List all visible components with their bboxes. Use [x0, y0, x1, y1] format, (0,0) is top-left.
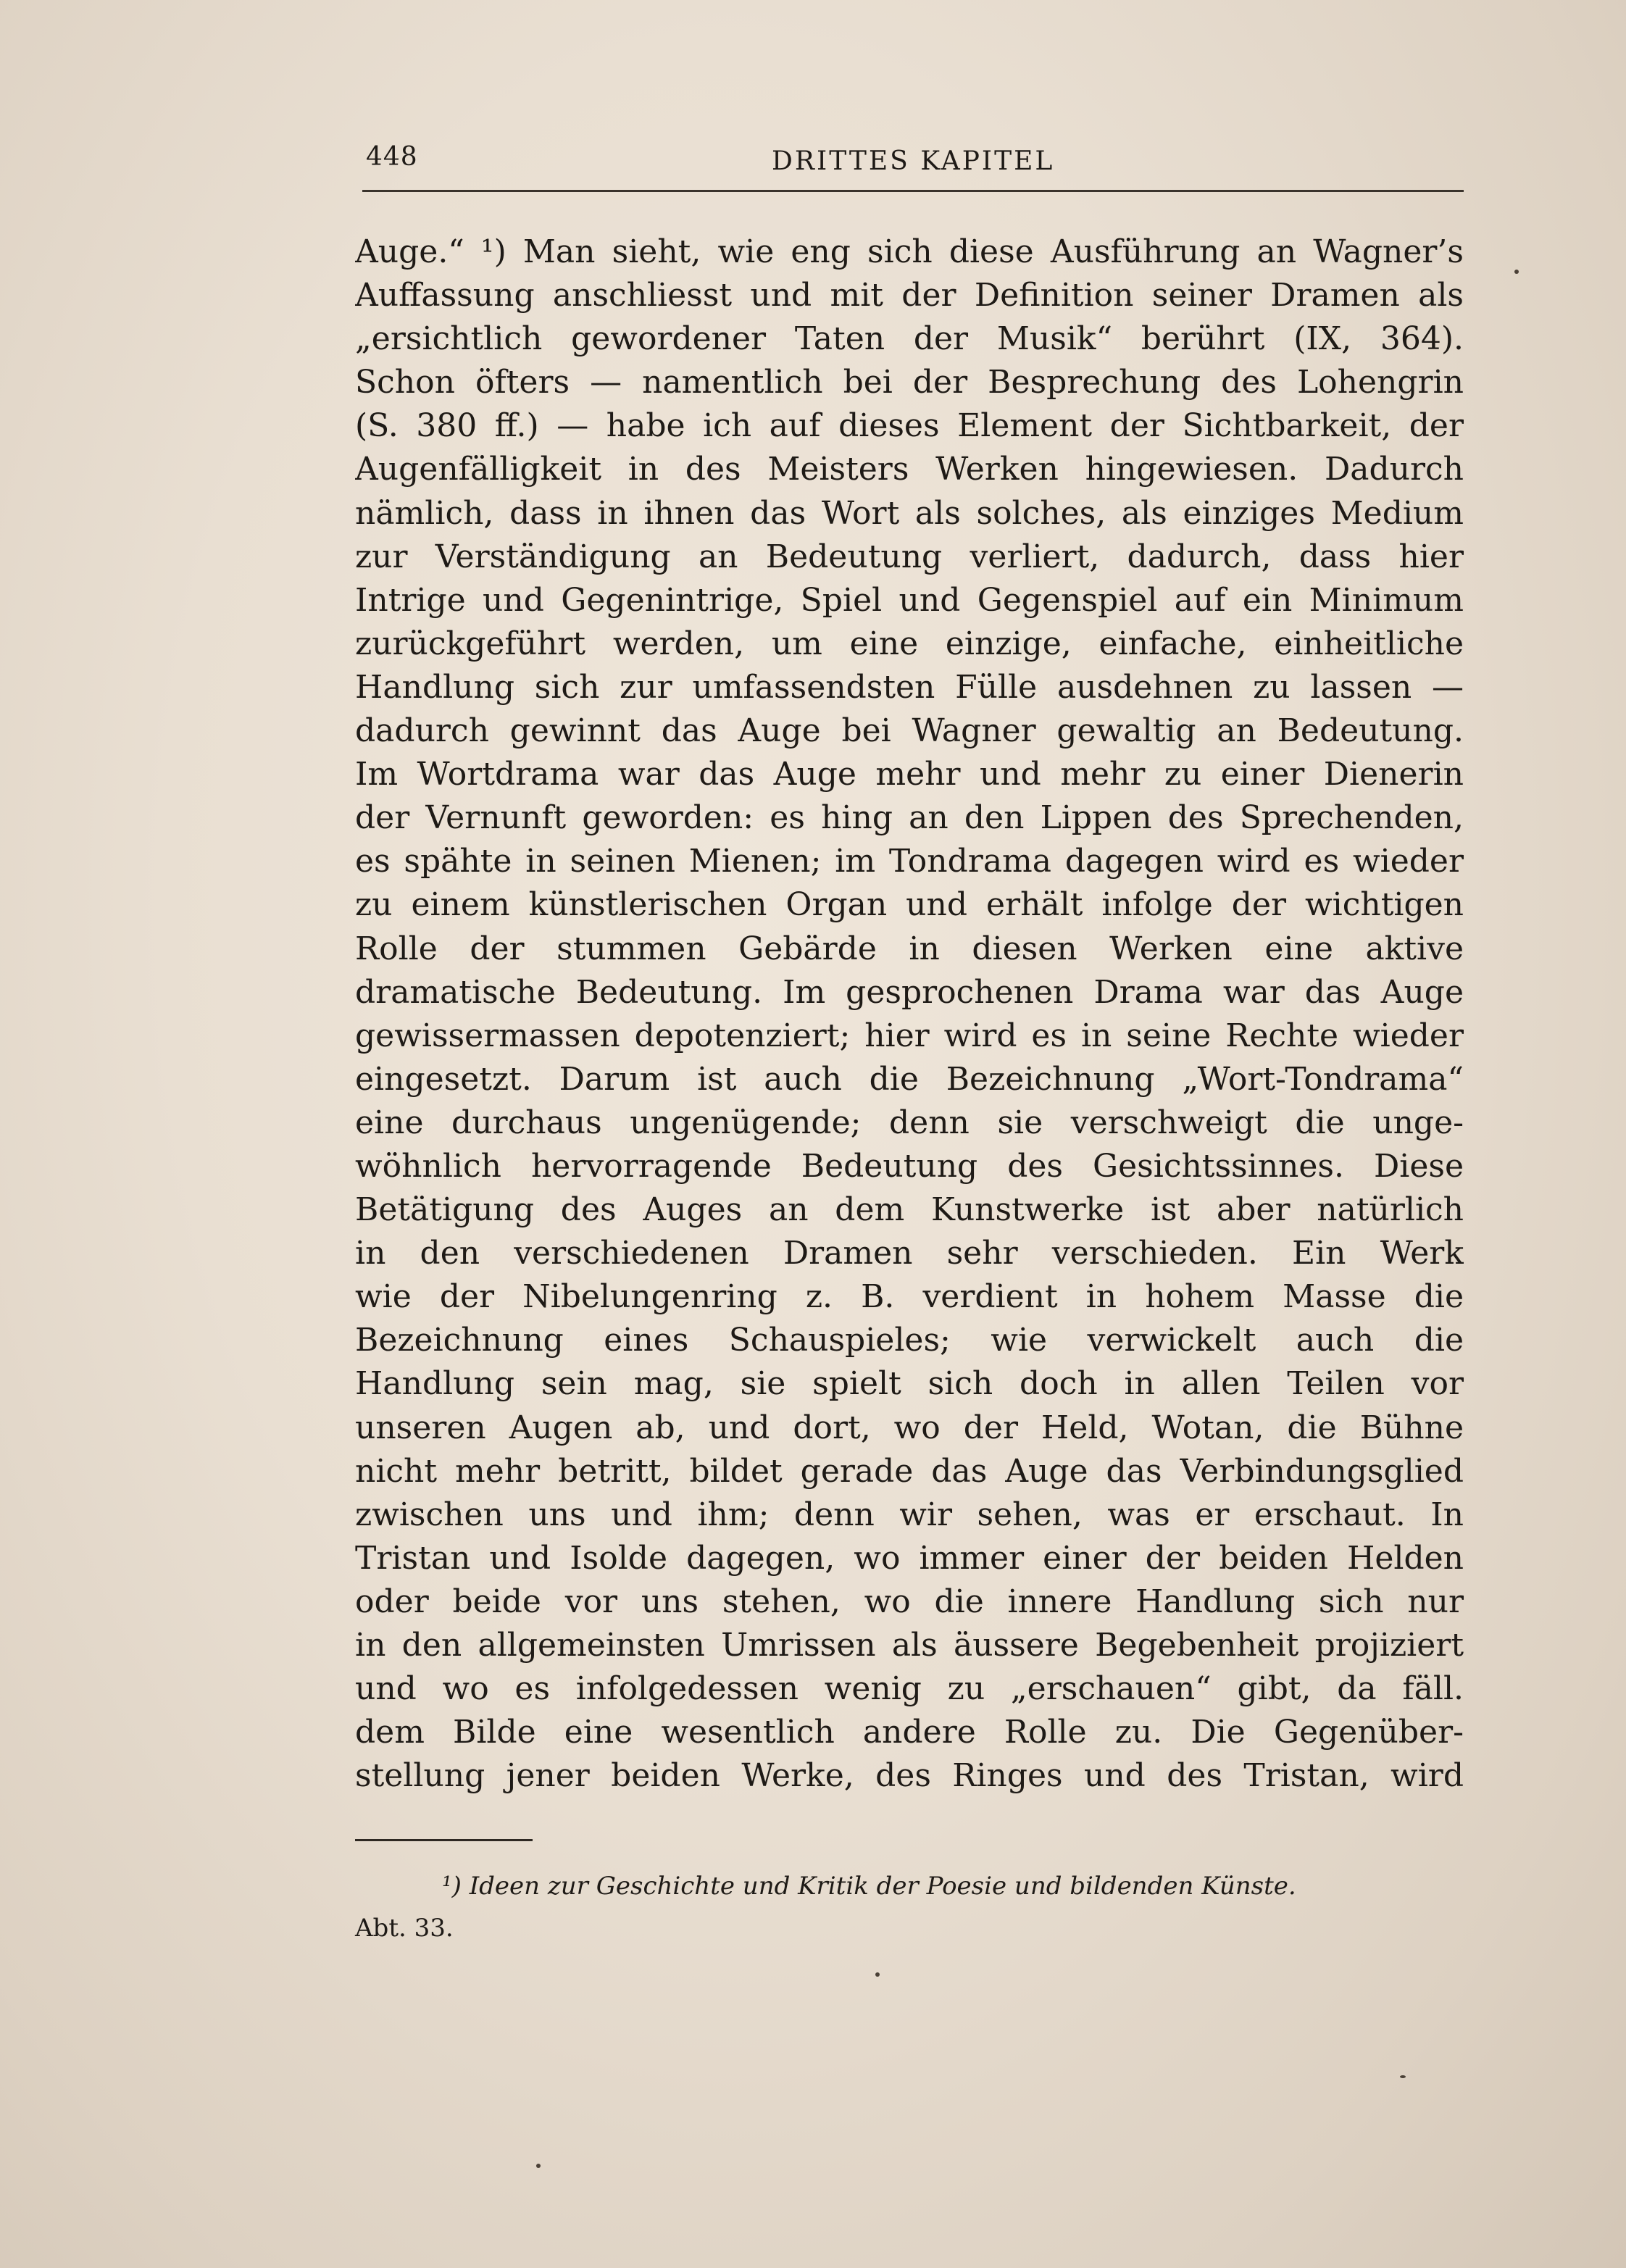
footnote-line: ¹) Ideen zur Geschichte und Kritik der Poesie und bildenden Künste.: [442, 1872, 1296, 1901]
paper-speck: [1514, 270, 1519, 274]
footnote-rule: [355, 1839, 533, 1841]
text-line: Handlung sein mag, sie spielt sich doch in allen Teilen vor: [355, 1365, 1464, 1403]
text-line: Rolle der stummen Gebärde in diesen Werken eine aktive: [355, 930, 1464, 967]
text-line: dadurch gewinnt das Auge bei Wagner gewaltig an Bedeutung.: [355, 712, 1464, 750]
text-line: Im Wortdrama war das Auge mehr und mehr zu einer Dienerin: [355, 756, 1464, 793]
text-line: Handlung sich zur umfassendsten Fülle ausdehnen zu lassen —: [355, 668, 1464, 706]
text-line: zur Verständigung an Bedeutung verliert, dadurch, dass hier: [355, 538, 1464, 575]
footnote-line: Abt. 33.: [355, 1914, 454, 1943]
text-line: Tristan und Isolde dagegen, wo immer einer der beiden Helden: [355, 1539, 1464, 1577]
text-line: zu einem künstlerischen Organ und erhält infolge der wichtigen: [355, 886, 1464, 924]
text-line: wöhnlich hervorragende Bedeutung des Gesichtssinnes. Diese: [355, 1147, 1464, 1185]
chapter-title: DRITTES KAPITEL: [772, 146, 1055, 176]
text-line: stellung jener beiden Werke, des Ringes und des Tristan, wird: [355, 1757, 1464, 1795]
text-line: zwischen uns und ihm; denn wir sehen, was er erschaut. In: [355, 1496, 1464, 1533]
text-line: Auge.“ ¹) Man sieht, wie eng sich diese Ausführung an Wagner’s: [355, 233, 1464, 270]
text-line: und wo es infolgedessen wenig zu „erschauen“ gibt, da fäll.: [355, 1670, 1464, 1708]
paper-speck: [1400, 2075, 1406, 2078]
text-line: in den verschiedenen Dramen sehr verschieden. Ein Werk: [355, 1235, 1464, 1272]
text-line: nämlich, dass in ihnen das Wort als solches, als einziges Medium: [355, 494, 1464, 532]
text-line: Intrige und Gegenintrige, Spiel und Gegenspiel auf ein Minimum: [355, 581, 1464, 619]
text-line: eingesetzt. Darum ist auch die Bezeichnung „Wort-Tondrama“: [355, 1060, 1464, 1098]
text-line: Auffassung anschliesst und mit der Definition seiner Dramen als: [355, 277, 1464, 314]
text-line: oder beide vor uns stehen, wo die innere Handlung sich nur: [355, 1583, 1464, 1620]
footnote: [355, 1865, 1456, 1949]
body-text: [355, 230, 1464, 1798]
text-line: dramatische Bedeutung. Im gesprochenen Drama war das Auge: [355, 973, 1464, 1011]
text-line: Bezeichnung eines Schauspieles; wie verwickelt auch die: [355, 1322, 1464, 1359]
text-line: Augenfälligkeit in des Meisters Werken hingewiesen. Dadurch: [355, 451, 1464, 488]
text-line: (S. 380 ff.) — habe ich auf dieses Element der Sichtbarkeit, der: [355, 407, 1464, 445]
text-line: dem Bilde eine wesentlich andere Rolle zu. Die Gegenüber-: [355, 1714, 1464, 1751]
paper-speck: [536, 2164, 541, 2168]
text-line: in den allgemeinsten Umrissen als äussere Begebenheit projiziert: [355, 1627, 1464, 1664]
text-line: „ersichtlich gewordener Taten der Musik“ berührt (IX, 364).: [355, 320, 1464, 358]
text-line: wie der Nibelungenring z. B. verdient in hohem Masse die: [355, 1278, 1464, 1316]
running-head: [366, 142, 1464, 183]
text-line: gewissermassen depotenziert; hier wird es in seine Rechte wieder: [355, 1017, 1464, 1054]
page-number: 448: [366, 142, 418, 172]
text-line: der Vernunft geworden: es hing an den Lippen des Sprechenden,: [355, 799, 1464, 837]
text-line: zurückgeführt werden, um eine einzige, einfache, einheitliche: [355, 625, 1464, 662]
text-line: Schon öfters — namentlich bei der Besprechung des Lohengrin: [355, 364, 1464, 401]
text-line: eine durchaus ungenügende; denn sie verschweigt die unge-: [355, 1104, 1464, 1141]
text-line: unseren Augen ab, und dort, wo der Held, Wotan, die Bühne: [355, 1409, 1464, 1446]
text-line: nicht mehr betritt, bildet gerade das Auge das Verbindungsglied: [355, 1452, 1464, 1490]
paper-speck: [875, 1972, 880, 1977]
text-line: es spähte in seinen Mienen; im Tondrama dagegen wird es wieder: [355, 843, 1464, 880]
header-rule: [362, 190, 1464, 192]
text-line: Betätigung des Auges an dem Kunstwerke ist aber natürlich: [355, 1191, 1464, 1229]
